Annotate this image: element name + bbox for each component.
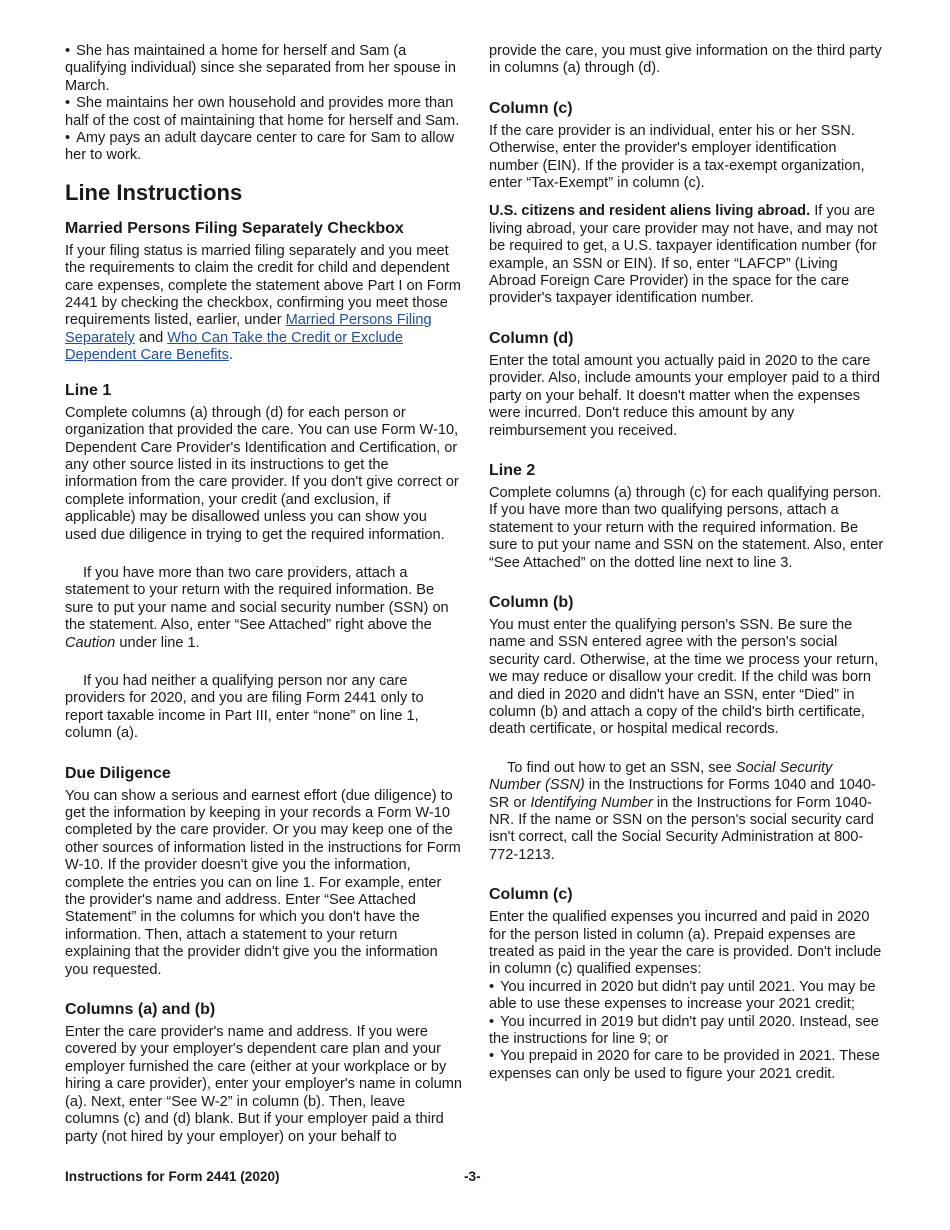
ssn-ref: Social Security Number (SSN)	[489, 759, 833, 794]
column-c-paragraph: If the care provider is an individual, enter his or her SSN. Otherwise, enter the provider's employer identification number (EIN). If the provider is a tax-exempt organization, enter “Tax-Exempt” in column (c).	[489, 122, 865, 192]
bullet-item: • You incurred in 2019 but didn't pay until 2020. Instead, see the instructions for line 9; or	[489, 1014, 886, 1049]
line1-text-end: under line 1.	[115, 634, 200, 651]
bullet-item: • Amy pays an adult daycare center to care for Sam to allow her to work.	[65, 130, 462, 165]
line1-paragraph-2	[65, 565, 462, 652]
identifying-number-ref: Identifying Number	[530, 794, 653, 811]
link-who-can-take-credit[interactable]: Who Can Take the Credit or Exclude Dependent Care Benefits	[65, 329, 404, 364]
line1-text: If you have more than two care providers, attach a statement to your return with the required information. Be sure to put your name and social security number (SSN) on the statement. Also, enter “See Attached” right above the	[65, 564, 449, 634]
page-number: -3-	[464, 1169, 481, 1184]
line1-paragraph-3: If you had neither a qualifying person nor any care providers for 2020, and you are filing Form 2441 only to report taxable income in Part III, enter “none” on line 1, column (a).	[65, 672, 424, 742]
line1-paragraph: Complete columns (a) through (d) for each person or organization that provided the care. You can use Form W-10, Dependent Care Provider's Identification and Certification, or any other source listed in its instructions to get the information from the care provider. If you don't give correct or complete information, your credit (and exclusion, if applicable) may be disallowed unless you can show you used due diligence in trying to get the required information.	[65, 404, 459, 543]
left-column	[65, 43, 462, 1146]
column-c2-paragraph: Enter the qualified expenses you incurred and paid in 2020 for the person listed in column (a). Prepaid expenses are treated as paid in the year the care is provided. Don't include in column (c) qualified expenses:	[489, 909, 882, 978]
heading-married-filing-separately: Married Persons Filing Separately Checkbox	[65, 219, 404, 237]
bullet-item: • She has maintained a home for herself and Sam (a qualifying individual) since she separated from her spouse in March.	[65, 43, 462, 95]
married-text-and: and	[134, 329, 168, 346]
column-b-paragraph: You must enter the qualifying person's SSN. Be sure the name and SSN entered agree with the person's social security card. Otherwise, at the time we process your return, we may reduce or disallow your credit. If the child was born and died in 2020 and didn't have an SSN, enter “Died” in column (b) and attach a copy of the child's birth certificate, death certificate, or hospital medical records.	[489, 616, 879, 738]
heading-line-1: Line 1	[65, 381, 112, 399]
bullet-item: • You incurred in 2020 but didn't pay until 2021. You may be able to use these expenses to increase your 2021 credit;	[489, 979, 886, 1014]
heading-column-d: Column (d)	[489, 329, 574, 347]
right-column	[489, 43, 886, 1083]
continuation-paragraph: provide the care, you must give information on the third party in columns (a) through (d).	[489, 43, 882, 77]
line2-paragraph: Complete columns (a) through (c) for each qualifying person. If you have more than two qualifying persons, attach a statement to your return with the required information. Be sure to put your name and SSN on the statement. Also, enter “See Attached” on the dotted line next to line 3.	[489, 484, 884, 571]
married-text-end: .	[228, 347, 233, 364]
heading-column-c-2: Column (c)	[489, 886, 573, 904]
heading-line-2: Line 2	[489, 461, 536, 479]
ssn-text: To find out how to get an SSN, see	[507, 759, 736, 776]
heading-due-diligence: Due Diligence	[65, 764, 171, 782]
ssn-text-2: in the Instructions for Forms 1040 and 1040-SR or	[489, 777, 876, 811]
bullet-item: • She maintains her own household and provides more than half of the cost of maintaining that home for herself and Sam.	[65, 95, 462, 130]
caution-ref: Caution	[65, 634, 116, 651]
married-text: If your filing status is married filing separately and you meet the requirements to claim the credit for child and dependent care expenses, complete the statement above Part I on Form 2441 by checking the checkbox, confirming you meet those requirements listed, earlier, under	[65, 242, 461, 329]
heading-columns-a-b: Columns (a) and (b)	[65, 1001, 216, 1019]
heading-column-b: Column (b)	[489, 593, 574, 611]
columns-ab-paragraph: Enter the care provider's name and address. If you were covered by your employer's dependent care plan and your employer furnished the care (either at your workplace or by hiring a care provider), enter your employer's name in column (a). Next, enter “See W-2” in column (b). Then, leave columns (c) and (d) blank. But if your employer paid a third party (not hired by your employer) on your behalf to	[65, 1024, 462, 1145]
ssn-paragraph	[489, 760, 886, 864]
column-d-paragraph: Enter the total amount you actually paid in 2020 to the care provider. Also, include amounts your employer paid to a third party on your behalf. It doesn't matter when the expenses were incurred. Don't reduce this amount by any reimbursement you received.	[489, 352, 881, 439]
abroad-lead: U.S. citizens and resident aliens living abroad.	[489, 203, 811, 220]
abroad-paragraph	[489, 203, 886, 307]
abroad-text: If you are living abroad, your care provider may not have, and may not be required to get, a U.S. taxpayer identification number (for example, an SSN or EIN). If so, enter “LAFCP” (Living Abroad Foreign Care Provider) in the space for the care provider's taxpayer identification number.	[489, 203, 878, 307]
ssn-text-3: in the Instructions for Form 1040-NR. If the name or SSN on the person's social security card isn't correct, call the Social Security Administration at 800-772-1213.	[489, 794, 874, 863]
bullet-item: • You prepaid in 2020 for care to be provided in 2021. These expenses can only be used to figure your 2021 credit.	[489, 1048, 886, 1083]
link-married-persons-filing-separately[interactable]: Married Persons Filing Separately	[65, 312, 432, 346]
due-diligence-paragraph: You can show a serious and earnest effort (due diligence) to get the information by keeping in your records a Form W-10 completed by the care provider. Or you may keep one of the other sources of information listed in the instructions for Form W-10. If the provider doesn't give you the information, complete the entries you can on line 1. For example, enter the provider's name and address. Enter “See Attached Statement” in the columns for which you don't have the information. Then, attach a statement to your return explaining that the provider didn't give you the information you requested.	[65, 787, 461, 978]
footer-form-title: Instructions for Form 2441 (2020)	[65, 1169, 280, 1184]
married-paragraph	[65, 243, 462, 365]
section-title: Line Instructions	[65, 179, 243, 205]
heading-column-c: Column (c)	[489, 99, 573, 117]
